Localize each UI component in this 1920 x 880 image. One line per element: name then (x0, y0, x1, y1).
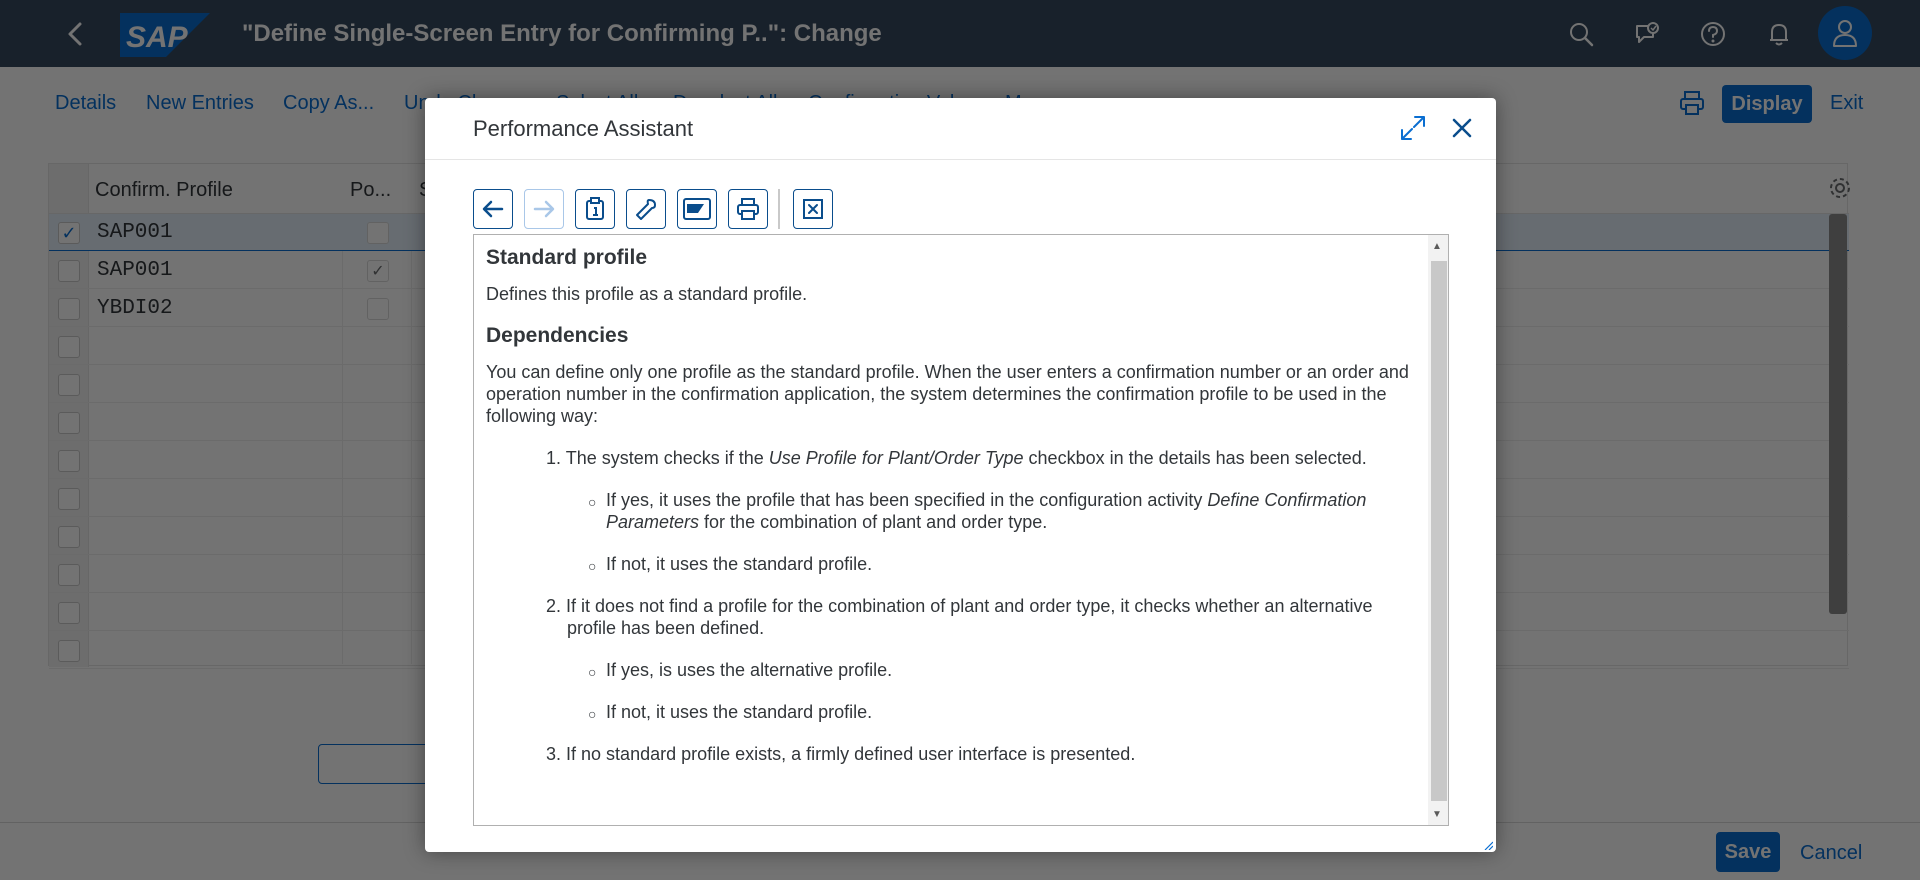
close-help-button[interactable] (793, 189, 833, 229)
list-text: If no standard profile exists, a firmly defined user interface is presented. (566, 744, 1136, 764)
help-heading-dependencies: Dependencies (486, 324, 629, 347)
print-icon (735, 196, 761, 222)
close-icon[interactable] (1450, 116, 1474, 140)
expand-icon[interactable] (1399, 114, 1427, 142)
bullet-icon: ○ (588, 558, 597, 574)
back-icon (480, 196, 506, 222)
help-text (486, 247, 1416, 785)
print-help-button[interactable] (728, 189, 768, 229)
scroll-up-icon[interactable]: ▲ (1432, 241, 1442, 252)
list-number: 1. (546, 448, 562, 468)
help-bullet-item (588, 701, 1416, 723)
resize-handle-icon[interactable] (1483, 840, 1493, 850)
help-list-item (546, 595, 1416, 639)
close-help-icon (800, 196, 826, 222)
help-list-item (546, 447, 1416, 469)
help-paragraph: Defines this profile as a standard profile. (486, 284, 808, 304)
scroll-down-icon[interactable]: ▼ (1432, 809, 1442, 820)
help-scrollbar-thumb[interactable] (1431, 261, 1447, 801)
list-text: checkbox in the details has been selected. (1023, 448, 1367, 468)
bullet-icon: ○ (588, 664, 597, 680)
bullet-text: If not, it uses the standard profile. (606, 702, 873, 722)
toolbar-separator (778, 189, 780, 229)
bullet-text: If yes, it uses the profile that has been specified in the configuration activity (606, 490, 1208, 510)
settings-icon (633, 196, 659, 222)
bullet-text: If yes, is uses the alternative profile. (606, 660, 893, 680)
dialog-title: Performance Assistant (473, 116, 694, 141)
settings-button[interactable] (626, 189, 666, 229)
bullet-text: for the combination of plant and order type. (699, 512, 1048, 532)
help-bullet-item (588, 489, 1416, 533)
bullet-icon: ○ (588, 706, 597, 722)
bullet-text: If not, it uses the standard profile. (606, 554, 873, 574)
help-bullet-item (588, 659, 1416, 681)
list-number: 2. (546, 596, 562, 616)
technical-info-button[interactable] (575, 189, 615, 229)
help-paragraph: You can define only one profile as the standard profile. When the user enters a confirmation number or an order and operation number in the confirmation application, the system determines the confirmation profile to be used in the following way: (486, 362, 1409, 426)
list-text: The system checks if the (565, 448, 769, 468)
dialog-header (425, 98, 1496, 160)
activity-reference: Define Confirmation Parameters (606, 490, 1367, 532)
help-content-area (473, 234, 1449, 826)
help-heading-standard-profile: Standard profile (486, 246, 648, 269)
forward-button[interactable] (524, 189, 564, 229)
back-button[interactable] (473, 189, 513, 229)
performance-assistant-dialog (425, 98, 1496, 852)
list-number: 3. (546, 744, 562, 764)
help-list-item (546, 743, 1416, 765)
bullet-icon: ○ (588, 494, 597, 510)
technical-info-icon (582, 196, 608, 222)
field-reference: Use Profile for Plant/Order Type (768, 448, 1024, 468)
sap-library-button[interactable] (677, 189, 717, 229)
sap-library-icon (682, 196, 712, 222)
help-bullet-item (588, 553, 1416, 575)
list-text: If it does not find a profile for the combination of plant and order type, it checks whether an alternative profile has been defined. (566, 596, 1373, 638)
forward-icon (531, 196, 557, 222)
